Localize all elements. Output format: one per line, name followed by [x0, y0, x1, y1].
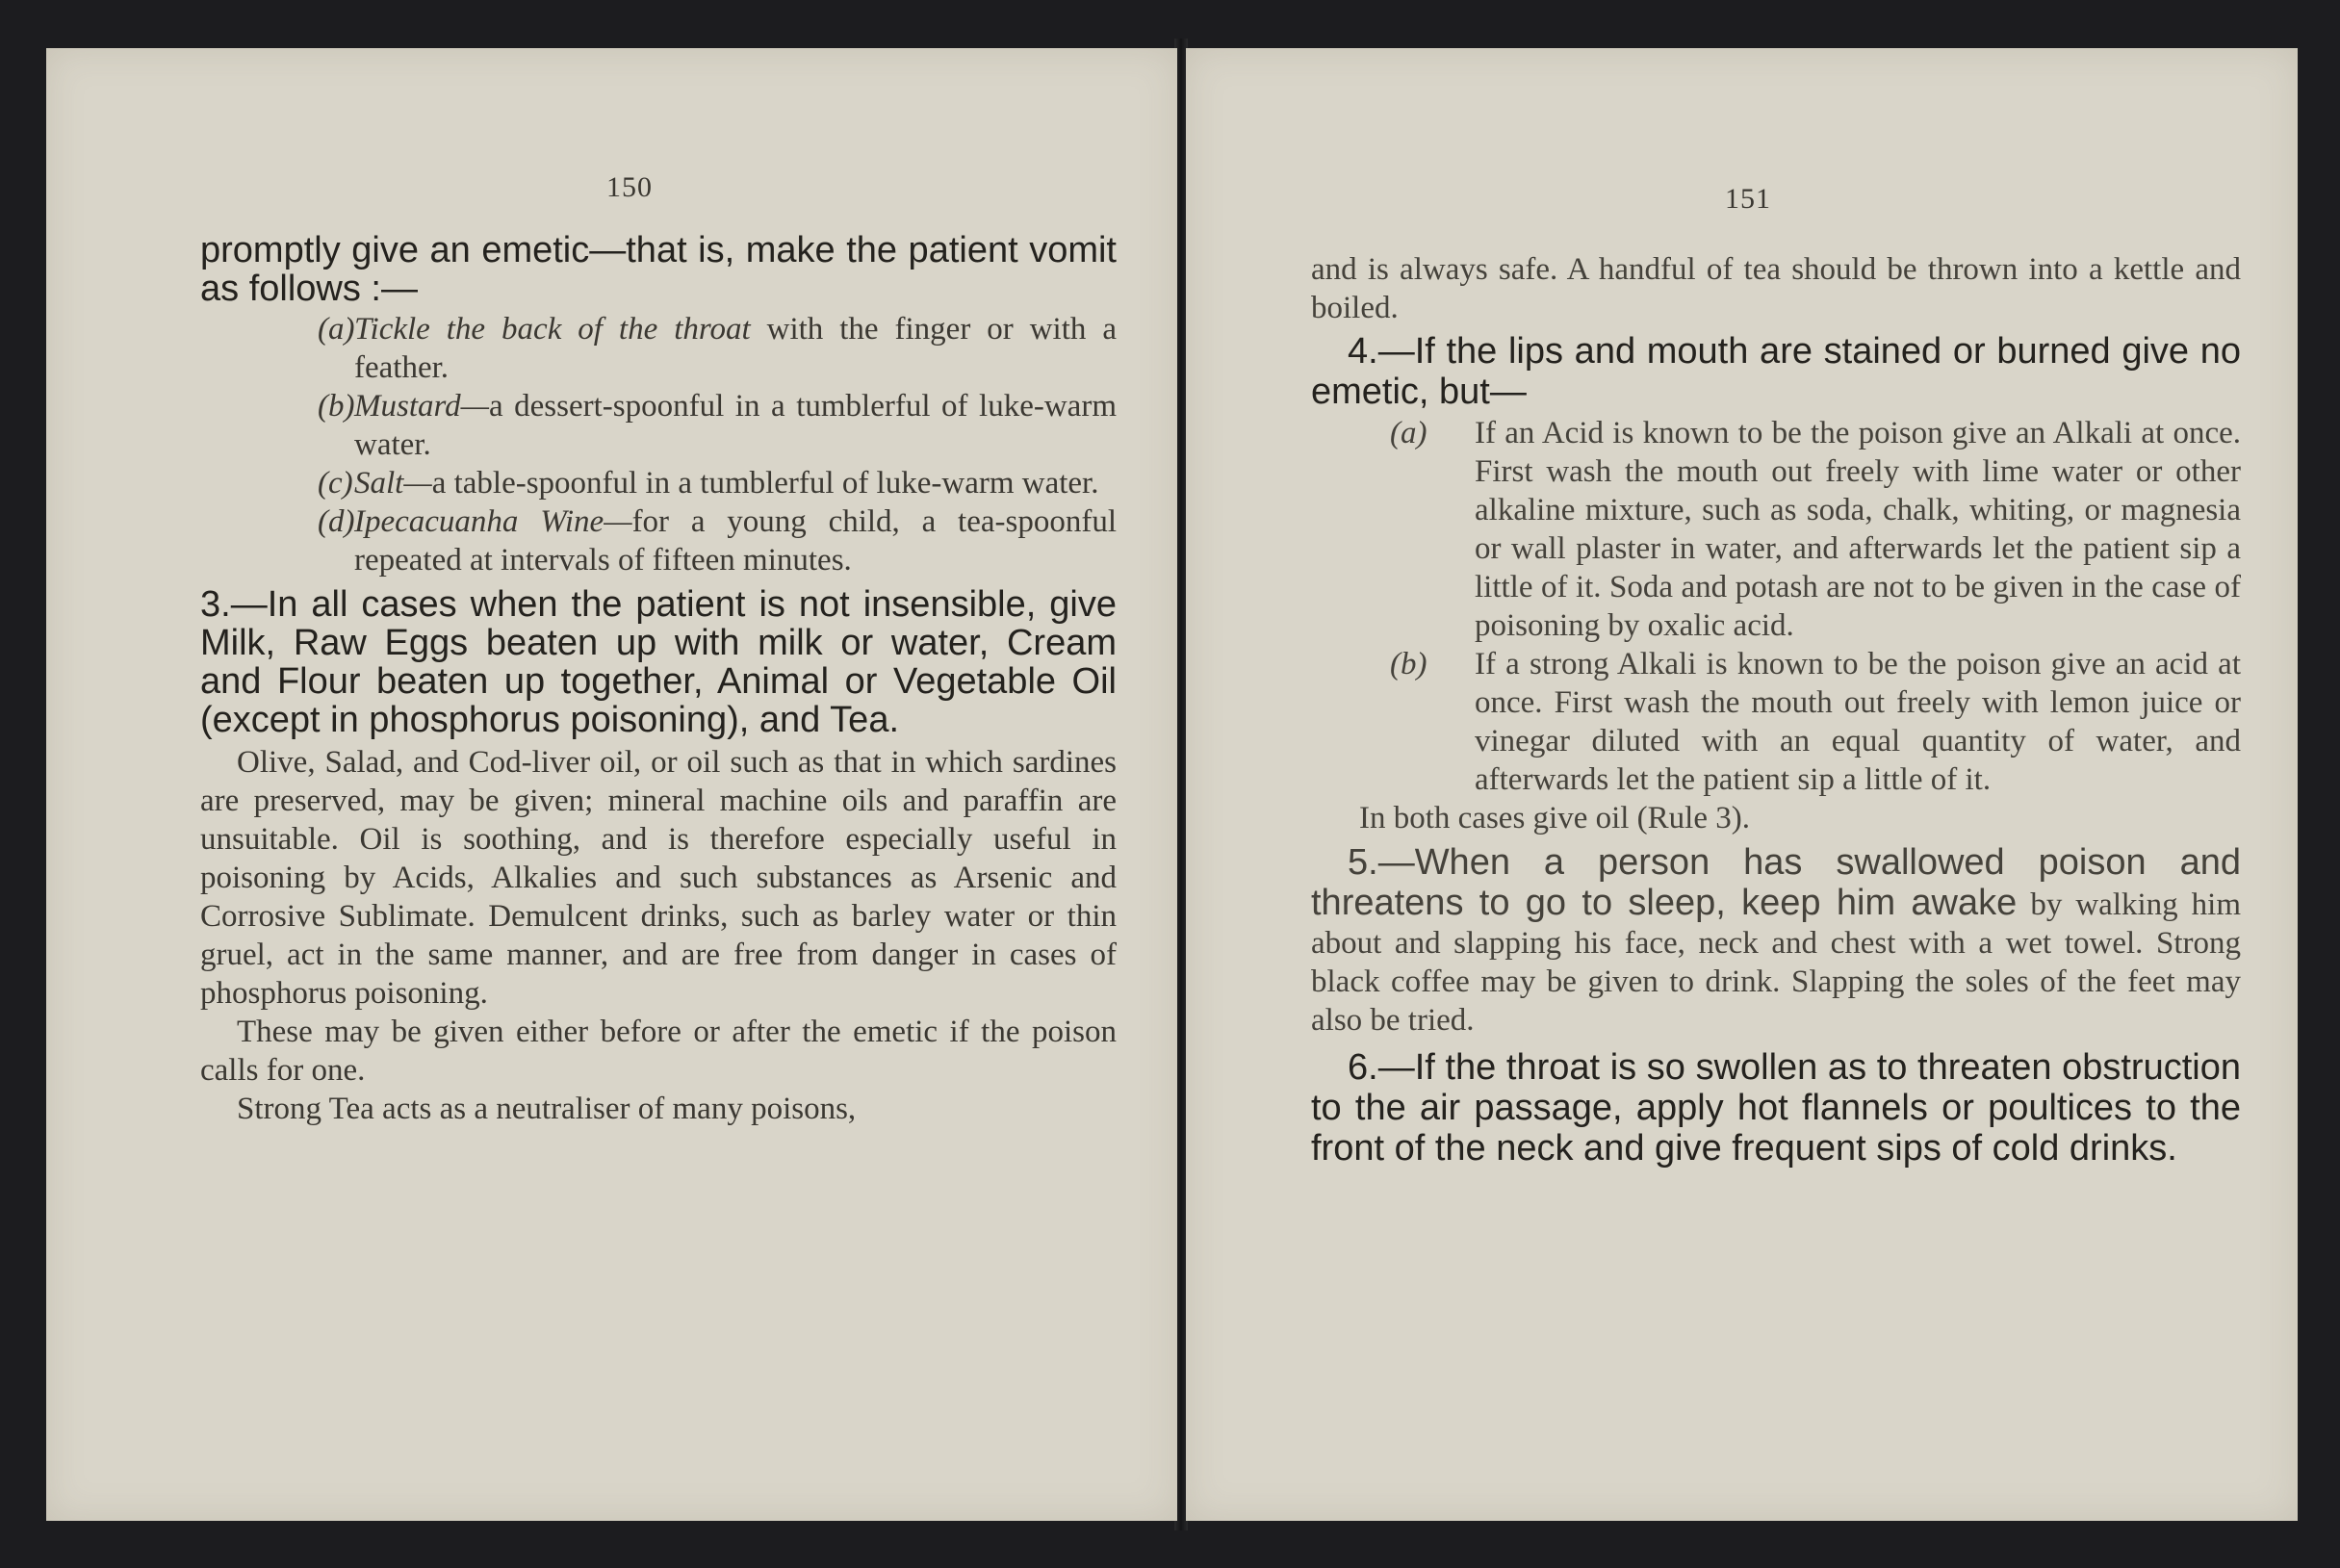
paragraph-oil: Olive, Salad, and Cod-liver oil, or oil such as that in which sardines are preserved, may be given; mineral machine oils and paraffin are unsuitable. Oil is soothing, and is therefore especially useful in poisoning by Acids, Alkalies and such substances as Arsenic and Corrosive Sublimate. Demulcent drinks, such as barley water or thin gruel, act in the same manner, and are free from danger in cases of phosphorus poisoning. — [200, 745, 1117, 1011]
left-text-column — [200, 231, 1117, 1128]
paragraph-tea: Strong Tea acts as a neutraliser of many poisons, — [237, 1092, 857, 1126]
rule-5-body: by walking him about and slapping his face, neck and chest with a wet towel. Strong black coffee may be given to drink. Slapping the soles of the feet may also be tried. — [1311, 887, 2242, 1038]
paragraph-these: These may be given either before or after the emetic if the poison calls for one. — [200, 1015, 1117, 1088]
rule-5 — [1311, 843, 2241, 1040]
rule-4-item-a — [1311, 414, 2241, 645]
item-label: Mustard— — [354, 389, 489, 424]
emetic-item-d — [200, 502, 1117, 579]
item-text: a dessert-spoonful in a tumblerful of luke-warm water. — [354, 389, 1117, 462]
item-marker: (a) — [1390, 416, 1427, 450]
item-label: Ipecacuanha Wine— — [354, 504, 632, 539]
rule-5-heading: 5.—When a person has swallowed poison and threatens to go to sleep, keep him awake — [1311, 842, 2241, 923]
item-marker: (c) — [318, 466, 353, 501]
both-cases-text: In both cases give oil (Rule 3). — [1359, 801, 1750, 835]
left-page — [46, 48, 1177, 1521]
page-number: 150 — [606, 171, 653, 203]
item-text: If an Acid is known to be the poison give an Alkali at once. First wash the mouth out freely with lime water or other alkaline mixture, such as soda, chalk, whiting, or magnesia or wall plaster in water, and afterwards let the patient sip a little of it. Soda and potash are not to be given in the case of poisoning by oxalic acid. — [1475, 416, 2241, 643]
rule-6-heading: 6.—If the throat is so swollen as to threaten obstruction to the air passage, apply hot flannels or poultices to the front of the neck and give frequent sips of cold drinks. — [1311, 1047, 2241, 1169]
item-label: Tickle the back of the throat — [354, 312, 751, 347]
item-text: a table-spoonful in a tumblerful of luke-warm water. — [431, 466, 1099, 501]
item-marker: (b) — [1390, 647, 1427, 681]
intro-heading: promptly give an emetic—that is, make the patient vomit as follows :— — [200, 230, 1117, 309]
item-label: Salt— — [354, 466, 432, 501]
item-text: If a strong Alkali is known to be the poison give an acid at once. First wash the mouth out freely with lemon juice or vinegar diluted with an equal quantity of water, and afterwards let the patient sip a little of it. — [1475, 647, 2241, 797]
item-text: with the finger or with a feather. — [354, 312, 1117, 385]
right-page — [1186, 48, 2298, 1521]
emetic-item-b — [200, 387, 1117, 464]
page-number: 151 — [1725, 183, 1771, 215]
right-text-column — [1311, 250, 2241, 1169]
item-marker: (a) — [318, 312, 355, 347]
item-marker: (d) — [318, 504, 355, 539]
item-marker: (b) — [318, 389, 355, 424]
rule-4-item-b — [1311, 645, 2241, 799]
continuation-text: and is always safe. A handful of tea should be thrown into a kettle and boiled. — [1311, 252, 2241, 325]
emetic-item-a — [200, 310, 1117, 387]
emetic-item-c — [200, 464, 1117, 502]
rule-3-heading: 3.—In all cases when the patient is not insensible, give Milk, Raw Eggs beaten up with milk or water, Cream and Flour beaten up together, Animal or Vegetable Oil (except in phosphorus poisoning), and Tea. — [200, 584, 1117, 740]
item-text: for a young child, a tea-spoonful repeated at intervals of fifteen minutes. — [354, 504, 1117, 578]
rule-4-heading: 4.—If the lips and mouth are stained or burned give no emetic, but— — [1311, 331, 2241, 412]
